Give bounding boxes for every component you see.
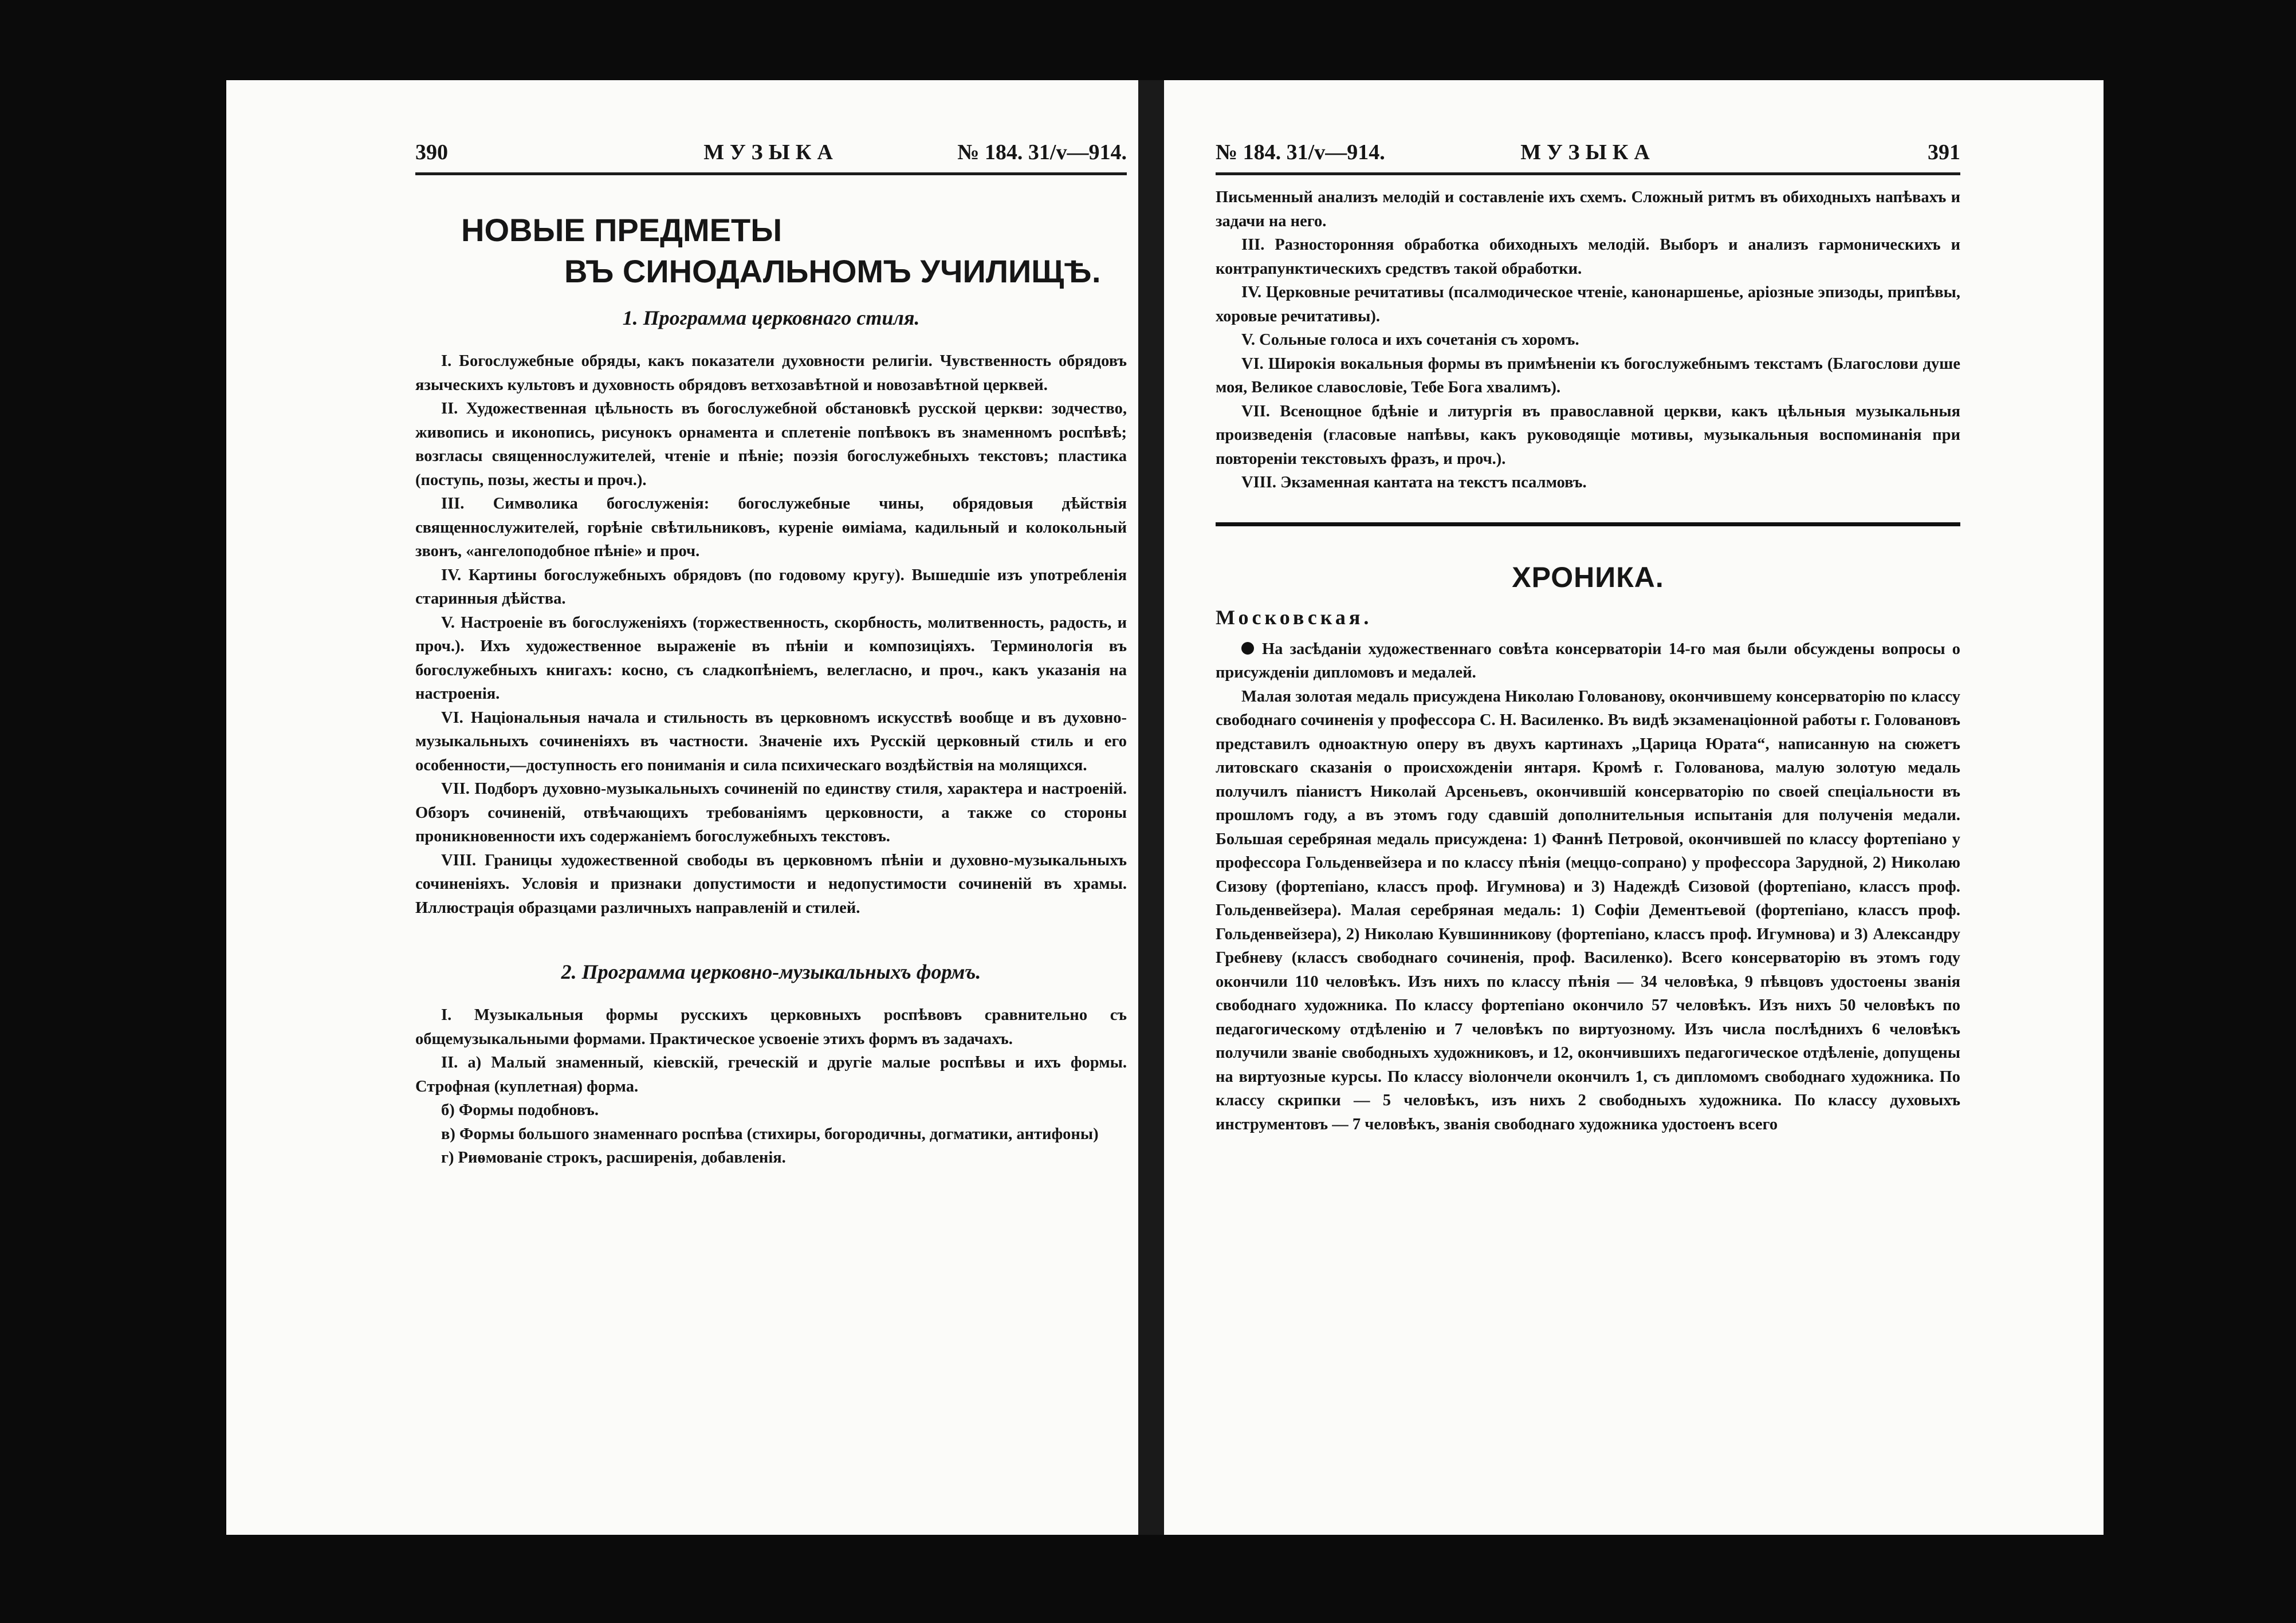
section-2-item: I. Музыкальныя формы русскихъ церковныхъ роспѣвовъ сравнительно съ общемузыкальными формами. Практическое усвоеніе этихъ формъ въ задачахъ. xyxy=(415,1006,1127,1048)
article-title-line2: ВЪ СИНОДАЛЬНОМЪ УЧИЛИЩѢ. xyxy=(564,253,1101,289)
continued-item: VIII. Экзаменная кантата на текстъ псалмовъ. xyxy=(1241,474,1587,491)
continued-item: VII. Всенощное бдѣніе и литургія въ православной церкви, какъ цѣльныя музыкальныя произведенія (гласовые напѣвы, какъ руководящіе мотивы, музыкальныя воспоминанія при повтореніи текстовыхъ фразъ, и проч.). xyxy=(1216,402,1960,468)
section-heading-1: 1. Программа церковнаго стиля. xyxy=(622,306,920,329)
running-header-right xyxy=(1216,135,1960,175)
section-1-item: III. Символика богослуженія: богослужебные чины, обрядовыя дѣйствія священнослужителей, горѣніе свѣтильниковъ, куреніе ѳиміама, кадильный и колокольный звонъ, «ангелоподобное пѣніе» и проч. xyxy=(415,495,1127,560)
issue-number: № 184. 31/v—914. xyxy=(957,140,1127,164)
section-heading-2: 2. Программа церковно-музыкальныхъ формъ. xyxy=(561,960,981,983)
bullet-icon xyxy=(1241,642,1254,655)
chronicle-title: ХРОНИКА. xyxy=(1512,561,1664,593)
section-1-item: V. Настроеніе въ богослуженіяхъ (торжественность, скорбность, молитвенность, радость, и проч.). Ихъ художественное выраженіе въ пѣніи и композиціяхъ. Терминологія въ богослужебныхъ книгахъ: косно, съ сладкопѣніемъ, велегласно, и проч., какъ указанія на настроенія. xyxy=(415,613,1127,703)
section-1-item: II. Художественная цѣльность въ богослужебной обстановкѣ русской церкви: зодчество, живопись и иконопись, рисунокъ орнамента и сплетеніе попѣвокъ въ знаменномъ роспѣвѣ; возгласы священнослужителей, чтеніе и пѣніе; поэзія богослужебныхъ текстовъ; пластика (поступь, позы, жесты и проч.). xyxy=(415,400,1127,489)
page-number: 391 xyxy=(1928,140,1960,164)
article-title-line1: НОВЫЕ ПРЕДМЕТЫ xyxy=(461,212,783,248)
chronicle-paragraph-text: На засѣданіи художественнаго совѣта консерваторіи 14-го мая были обсуждены вопросы о присужденіи дипломовъ и медалей. xyxy=(1216,640,1960,681)
section-1-body xyxy=(415,349,1127,920)
chronicle-body xyxy=(1216,637,1960,1137)
issue-number: № 184. 31/v—914. xyxy=(1216,140,1385,164)
article-title xyxy=(415,210,1127,292)
continued-item: Письменный анализъ мелодій и составленіе ихъ схемъ. Сложный ритмъ въ обиходныхъ напѣвахъ и задачи на него. xyxy=(1216,188,1960,230)
chronicle-paragraph: Малая золотая медаль присуждена Николаю Голованову, окончившему консерваторію по классу свободнаго сочиненія у профессора С. Н. Василенко. Въ видѣ экзаменаціонной работы г. Головановъ представилъ одноактную оперу въ двухъ картинахъ „Царица Юрата“, написанную на сюжетъ литовскаго сказанія о происхожденіи янтаря. Кромѣ г. Голованова, малую золотую медаль получилъ піанистъ Николай Арсеньевъ, окончившій консерваторію по своей спеціальности въ прошломъ году, а въ этомъ году сдавшій дополнительныя испытанія для полученія медали. Большая серебряная медаль присуждена: 1) Фаннѣ Петровой, окончившей по классу фортепіано у профессора Гольденвейзера и по классу пѣнія (меццо-сопрано) у профессора Зарудной, 2) Николаю Сизову (фортепіано, классъ проф. Игумнова) и 3) Надеждѣ Сизовой (фортепіано, классъ проф. Гольденвейзера). Малая серебряная медаль: 1) Софіи Дементьевой (фортепіано, классъ проф. Гольденвейзера), 2) Николаю Кувшинникову (фортепіано, классъ проф. Игумнова) и 3) Александру Гребневу (классъ свободнаго сочиненія, проф. Василенко). Всего консерваторію въ этомъ году окончили 110 человѣкъ. Изъ нихъ по классу пѣнія — 34 человѣка, 9 пѣвцовъ удостоены званія свободнаго художника. По классу фортепіано окончило 57 человѣкъ. Изъ нихъ 50 человѣкъ по педагогическому отдѣленію и 7 человѣкъ по виртуозному. Изъ числа послѣднихъ 6 человѣкъ получили званіе свободныхъ художниковъ, и 12, окончившихъ педагогическое отдѣленіе, допущены на виртуозные курсы. По классу віолончели окончилъ 1, съ дипломомъ свободнаго художника. По классу скрипки — 5 человѣкъ, изъ нихъ 2 свободныхъ художника. По классу духовыхъ инструментовъ — 7 человѣкъ, званія свободнаго художника удостоенъ всего xyxy=(1216,687,1960,1133)
running-header-left xyxy=(415,135,1127,175)
section-1-item: VI. Національныя начала и стильность въ церковномъ искусствѣ вообще и въ духовно-музыкальныхъ сочиненіяхъ въ частности. Значеніе ихъ Русскій церковный стиль и его особенности,—доступность его пониманія и сила психическаго воздѣйствія на молящихся. xyxy=(415,708,1127,774)
section-2-item: в) Формы большого знаменнаго роспѣва (стихиры, богородичны, догматики, антифоны) xyxy=(441,1125,1099,1143)
section-2-item: II. а) Малый знаменный, кіевскій, греческій и другіе малые роспѣвы и ихъ формы. Строфная (куплетная) форма. xyxy=(415,1054,1127,1096)
continued-section-body xyxy=(1216,186,1960,495)
chronicle-paragraph xyxy=(1216,637,1960,685)
continued-item: III. Разносторонняя обработка обиходныхъ мелодій. Выборъ и анализъ гармоническихъ и контрапунктическихъ средствъ такой обработки. xyxy=(1216,236,1960,278)
continued-item: V. Сольные голоса и ихъ сочетанія съ хоромъ. xyxy=(1241,331,1579,349)
section-2-item: б) Формы подобновъ. xyxy=(441,1101,599,1119)
continued-item: IV. Церковные речитативы (псалмодическое чтеніе, канонаршенье, аріозные эпизоды, припѣвы, хоровые речитативы). xyxy=(1216,283,1960,325)
continued-item: VI. Широкія вокальныя формы въ примѣненіи къ богослужебнымъ текстамъ (Благослови душе моя, Великое славословіе, Тебе Бога хвалимъ). xyxy=(1216,354,1960,396)
left-page xyxy=(226,80,1138,1535)
scan-border-right xyxy=(2104,0,2296,1623)
section-1-item: IV. Картины богослужебныхъ обрядовъ (по годовому кругу). Вышедшіе изъ употребленія старинныя дѣйства. xyxy=(415,566,1127,608)
section-divider-rule xyxy=(1216,522,1960,526)
section-1-item: VIII. Границы художественной свободы въ церковномъ пѣніи и духовно-музыкальныхъ сочиненіяхъ. Условія и признаки допустимости и недопустимости сочиненій въ храмы. Иллюстрація образцами различныхъ направленій и стилей. xyxy=(415,851,1127,917)
magazine-title: МУЗЫКА xyxy=(1520,140,1656,164)
book-spine xyxy=(1138,80,1164,1535)
section-1-item: VII. Подборъ духовно-музыкальныхъ сочиненій по единству стиля, характера и настроеній. Обзоръ сочиненій, отвѣчающихъ требованіямъ церковности, а также со стороны проникновенности ихъ содержаніемъ богослужебныхъ текстовъ. xyxy=(415,780,1127,845)
section-1-item: I. Богослужебные обряды, какъ показатели духовности религіи. Чувственность обрядовъ языческихъ культовъ и духовность обрядовъ ветхозавѣтной и новозавѣтной церквей. xyxy=(415,352,1127,394)
magazine-title: МУЗЫКА xyxy=(703,140,839,164)
page-number: 390 xyxy=(415,140,448,164)
scan-border-bottom xyxy=(0,1535,2296,1623)
scan-border-left xyxy=(0,0,226,1623)
chronicle-subheading: Московская. xyxy=(1216,605,1373,629)
section-2-item: г) Риѳмованіе строкъ, расширенія, добавленія. xyxy=(441,1149,786,1167)
right-page xyxy=(1164,80,2104,1535)
section-2-body xyxy=(415,1003,1127,1170)
scan-border-top xyxy=(0,0,2296,80)
